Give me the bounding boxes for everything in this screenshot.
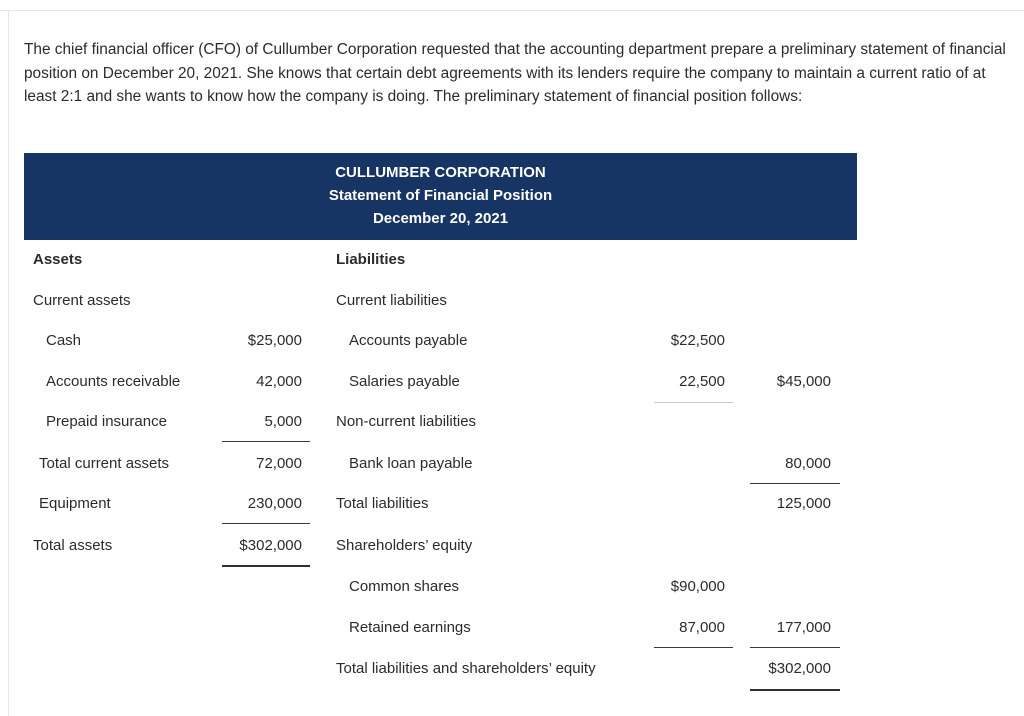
total-liabilities-equity-label: Total liabilities and shareholders’ equity — [336, 660, 596, 677]
statement-header — [24, 153, 857, 240]
problem-intro: The chief financial officer (CFO) of Cullumber Corporation requested that the accounting department prepare a preliminary statement of financial position on December 20, 2021. She knows that certain debt agreements with its lenders require the company to maintain a current ratio of at least 2:1 and she wants to know how the company is doing. The preliminary statement of financial position follows: — [24, 41, 1006, 105]
total-assets-label: Total assets — [33, 537, 113, 554]
salaries-underline — [654, 402, 733, 403]
current-assets-heading: Current assets — [33, 292, 131, 309]
current-liabilities-total-value: $45,000 — [776, 373, 831, 390]
current-liabilities-heading: Current liabilities — [336, 292, 447, 309]
common-shares-value: $90,000 — [670, 578, 725, 595]
prepaid-insurance-value: 5,000 — [264, 413, 302, 430]
total-equity-value: 177,000 — [776, 619, 831, 636]
equipment-label: Equipment — [39, 495, 111, 512]
cash-label: Cash — [46, 332, 82, 349]
accounts-payable-label: Accounts payable — [349, 332, 468, 349]
total-equity-underline — [750, 647, 840, 648]
liabilities-heading: Liabilities — [336, 251, 406, 268]
statement-title: Statement of Financial Position — [328, 187, 553, 204]
total-assets-value: $302,000 — [239, 537, 302, 554]
total-current-assets-label: Total current assets — [39, 455, 170, 472]
bank-loan-label: Bank loan payable — [349, 455, 473, 472]
total-liabilities-equity-value: $302,000 — [768, 660, 831, 677]
assets-heading: Assets — [33, 251, 83, 268]
retained-earnings-label: Retained earnings — [349, 619, 471, 636]
cash-value: $25,000 — [247, 332, 302, 349]
shareholders-equity-heading: Shareholders’ equity — [336, 537, 473, 554]
accounts-receivable-value: 42,000 — [256, 373, 302, 390]
accounts-payable-value: $22,500 — [670, 332, 725, 349]
top-divider — [0, 10, 1024, 11]
prepaid-underline — [222, 441, 310, 442]
left-divider — [8, 10, 9, 716]
accounts-receivable-label: Accounts receivable — [46, 373, 181, 390]
total-liabilities-equity-double-underline — [750, 689, 840, 691]
salaries-payable-value: 22,500 — [679, 373, 725, 390]
total-current-assets-value: 72,000 — [256, 455, 302, 472]
retained-earnings-value: 87,000 — [679, 619, 725, 636]
bank-loan-underline — [750, 483, 840, 484]
total-liabilities-value: 125,000 — [776, 495, 831, 512]
noncurrent-liabilities-heading: Non-current liabilities — [336, 413, 477, 430]
equipment-value: 230,000 — [247, 495, 302, 512]
retained-earnings-underline — [654, 647, 733, 648]
statement-date: December 20, 2021 — [372, 210, 509, 227]
prepaid-insurance-label: Prepaid insurance — [46, 413, 167, 430]
total-liabilities-label: Total liabilities — [336, 495, 429, 512]
total-assets-double-underline — [222, 565, 310, 567]
common-shares-label: Common shares — [349, 578, 460, 595]
equipment-underline — [222, 523, 310, 524]
bank-loan-value: 80,000 — [785, 455, 831, 472]
company-name: CULLUMBER CORPORATION — [335, 164, 546, 181]
salaries-payable-label: Salaries payable — [349, 373, 460, 390]
